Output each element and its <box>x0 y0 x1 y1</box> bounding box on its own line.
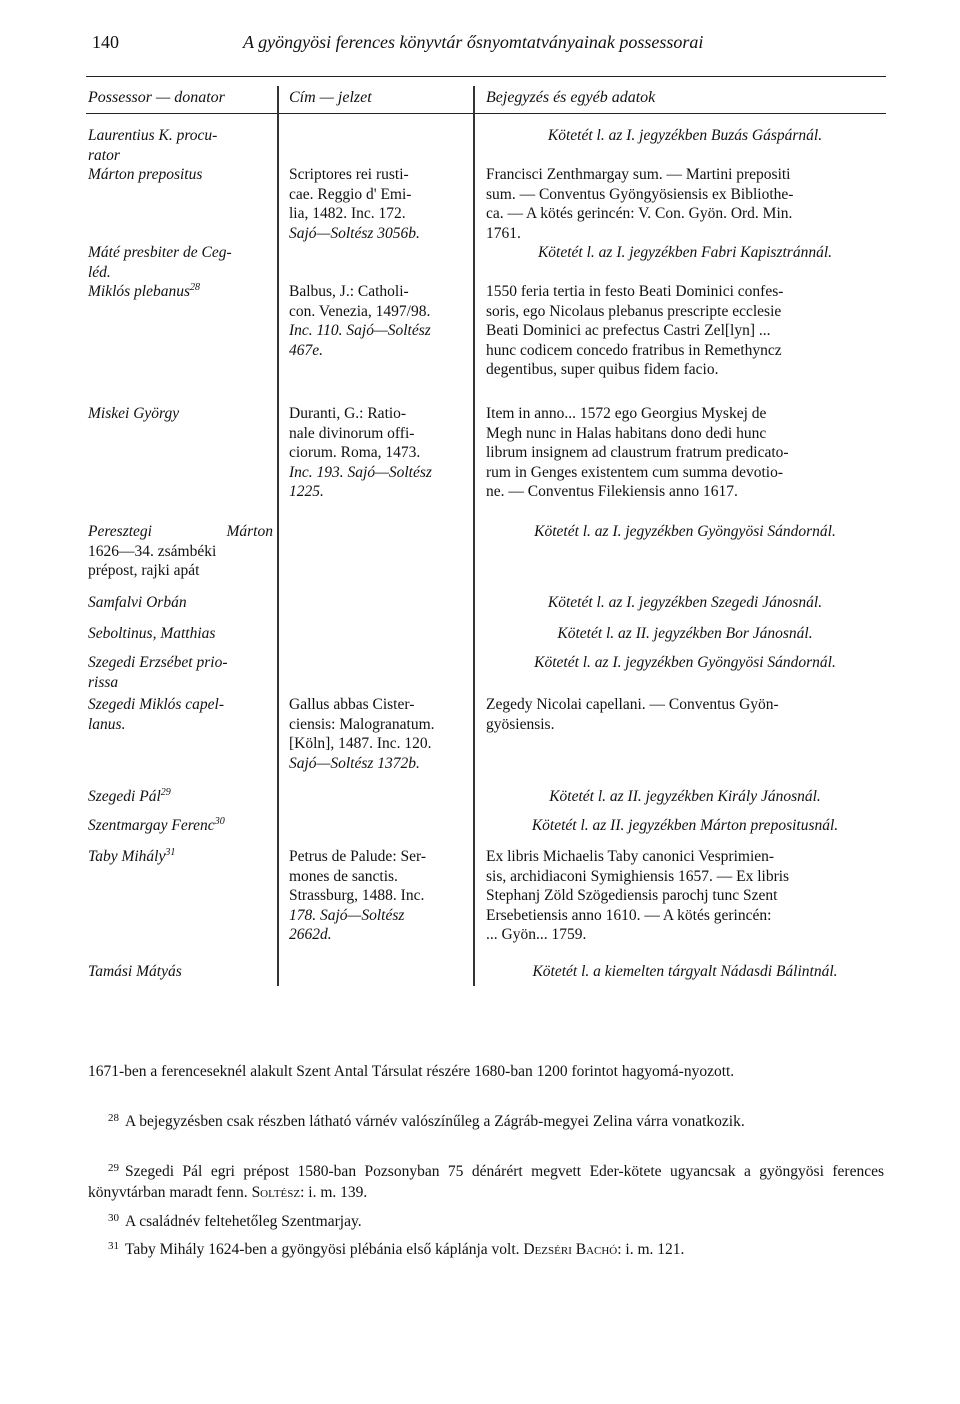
possessor-cell: Taby Mihály$^{31}$ <box>88 847 176 865</box>
possessor-cell: Samfalvi Orbán <box>88 594 187 611</box>
possessor-cell: Peresztegi Márton 1626—34. zsámbéki prépost, rajki apát <box>88 523 273 579</box>
possessor-cell: Szegedi Pál$^{29}$ <box>88 787 171 805</box>
notes-cell: Kötetét l. az I. jegyzékben Buzás Gáspárnál. <box>547 127 823 144</box>
notes-cell: Zegedy Nicolai capellani. — Conventus Gyön- gyösiensis. <box>486 696 779 733</box>
notes-cell: Francisci Zenthmargay sum. — Martini prepositi sum. — Conventus Gyöngyösiensis ex Bibliothe- ca. — A kötés gerincén: V. Con. Gyön. Ord. Min. 1761. <box>486 166 794 242</box>
running-title: A gyöngyösi ferences könyvtár ősnyomtatványainak possessorai <box>243 32 704 52</box>
top-rule <box>86 76 886 77</box>
header-rule <box>86 113 886 114</box>
footnote-29: $^{29}$ Szegedi Pál egri prépost 1580-ban Pozsonyban 75 dénárért megvett Eder-kötete ugyancsak a gyöngyösi ferences könyvtárban maradt fenn. Soltész: i. m. 139. <box>88 1162 884 1201</box>
title-cell: Scriptores rei rusti- cae. Reggio d' Emi- lia, 1482. Inc. 172. Sajó—Soltész 3056b. <box>289 166 420 242</box>
possessor-cell: Szentmargay Ferenc$^{30}$ <box>88 816 225 834</box>
title-cell: Balbus, J.: Catholi- con. Venezia, 1497/98. Inc. 110. Sajó—Soltész 467e. <box>289 283 431 359</box>
notes-cell: Kötetét l. az I. jegyzékben Fabri Kapisztránnál. <box>537 244 833 261</box>
possessor-cell: Miklós plebanus$^{28}$ <box>88 282 201 300</box>
notes-cell: Kötetét l. az I. jegyzékben Gyöngyösi Sándornál. <box>534 654 836 671</box>
possessor-cell: Szegedi Miklós capel- lanus. <box>88 696 225 733</box>
footnote-28: $^{28}$ A bejegyzésben csak részben látható várnév valószínűleg a Zágráb-megyei Zelina várra vonatkozik. <box>108 1112 745 1130</box>
title-cell: Gallus abbas Cister- ciensis: Malogranatum. [Köln], 1487. Inc. 120. Sajó—Soltész 1372b. <box>289 696 435 772</box>
possessor-cell: Tamási Mátyás <box>88 963 182 980</box>
notes-cell: 1550 feria tertia in festo Beati Dominici confes- soris, ego Nicolaus plebanus prescripte ecclesie Beati Dominici ac prefectus Castri Zel[lyn] ... hunc codicem concedo fratribus in Remethyncz degentibus, super quibus fidem facio. <box>486 283 784 378</box>
notes-cell: Ex libris Michaelis Taby canonici Vesprimien- sis, archidiaconi Symighiensis 1657. — Ex libris Stephanj Zöld Szögediensis parochj tunc Szent Ersebetiensis anno 1610. — A kötés gerincén: ... Gyön... 1759. <box>486 848 790 943</box>
col-header-notes: Bejegyzés és egyéb adatok <box>486 89 656 106</box>
title-cell: Duranti, G.: Ratio- nale divinorum offi- ciorum. Roma, 1473. Inc. 193. Sajó—Soltész 1225. <box>289 405 432 500</box>
footnote-31: $^{31}$ Taby Mihály 1624-ben a gyöngyösi plébánia első káplánja volt. Dezséri Bachó: i. m. 121. <box>108 1240 685 1258</box>
possessor-cell: Laurentius K. procu- rator <box>88 127 218 164</box>
possessor-cell: Miskei György <box>88 405 180 422</box>
possessor-cell: Márton prepositus <box>88 166 203 183</box>
notes-cell: Item in anno... 1572 ego Georgius Myskej de Megh nunc in Halas habitans dono dedi hunc librum insignem ad claustrum fratrum predicato- rum in Genges existentem cum summa devotio- ne. — Conventus Filekiensis anno 1617. <box>486 405 789 500</box>
col-header-possessor: Possessor — donator <box>88 89 225 106</box>
notes-cell: Kötetét l. a kiemelten tárgyalt Nádasdi Bálintnál. <box>532 963 838 980</box>
notes-cell: Kötetét l. az I. jegyzékben Szegedi Jánosnál. <box>547 594 823 611</box>
footnote-30: $^{30}$ A családnév feltehetőleg Szentmarjay. <box>108 1212 362 1230</box>
possessor-cell: Máté presbiter de Ceg- léd. <box>88 244 232 281</box>
notes-cell: Kötetét l. az II. jegyzékben Bor Jánosnál. <box>557 625 813 642</box>
column-divider <box>277 86 279 986</box>
notes-cell: Kötetét l. az II. jegyzékben Király Jánosnál. <box>549 788 821 805</box>
col-header-title: Cím — jelzet <box>289 89 372 106</box>
notes-cell: Kötetét l. az II. jegyzékben Márton prepositusnál. <box>531 817 839 834</box>
possessor-cell: Seboltinus, Matthias <box>88 625 216 642</box>
possessor-cell: Szegedi Erzsébet prio- rissa <box>88 654 228 691</box>
footnote-intro: 1671-ben a ferenceseknél alakult Szent Antal Társulat részére 1680-ban 1200 forintot hagyomá-nyozott. <box>88 1063 735 1080</box>
page-number: 140 <box>92 32 119 52</box>
title-cell: Petrus de Palude: Ser- mones de sanctis. Strassburg, 1488. Inc. 178. Sajó—Soltész 2662d. <box>289 848 427 943</box>
notes-cell: Kötetét l. az I. jegyzékben Gyöngyösi Sándornál. <box>534 523 836 540</box>
